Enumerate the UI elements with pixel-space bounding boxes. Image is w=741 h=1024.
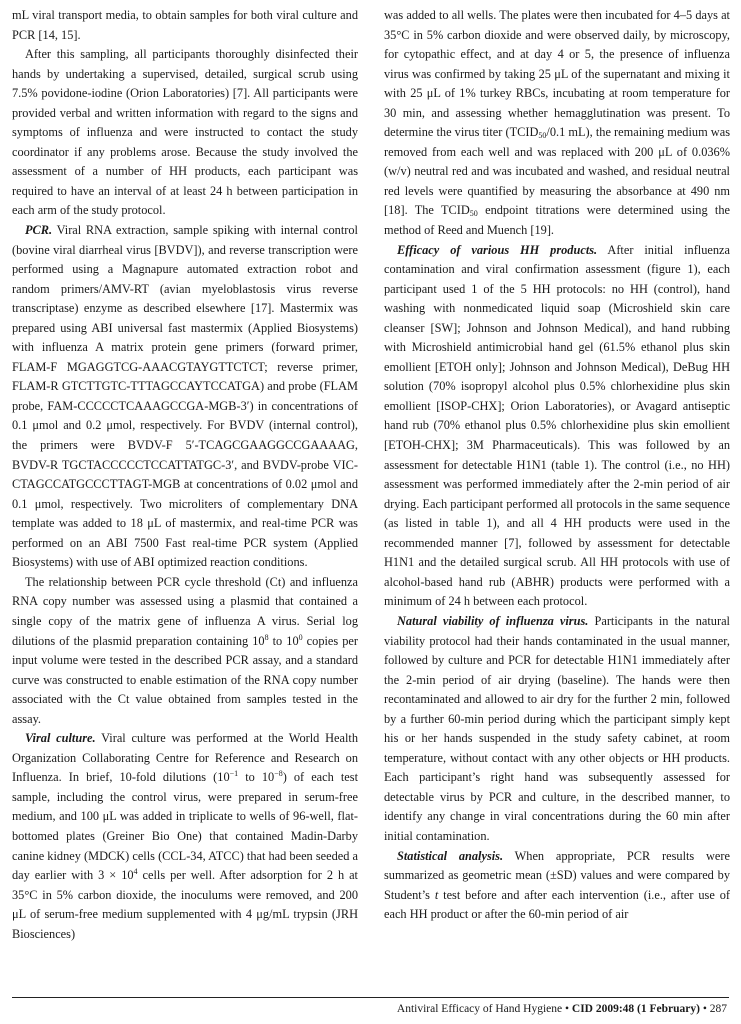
text-run: /0.1 mL), the remaining medium was removed from each well and was replaced with 200 μL of 0.036% (w/v) neutral red and was incubated and washed, and residual neutral red levels were quantified by measuring the absorbance at 490 nm [18]. The TCID <box>384 125 730 218</box>
footer-separator: • <box>564 1003 570 1015</box>
efficacy-section <box>384 241 730 612</box>
text-run: was added to all wells. The plates were then incubated for 4–5 days at 35°C in 5% carbon dioxide and were observed daily, by microscopy, for cytopathic effect, and at day 4 or 5, the presence of influenza virus was confirmed by taking 25 μL of the supernatant and mixing it with 25 μL of 1% turkey RBCs, incubating at room temperature for 30 min, and assessing whether hemagglutination was present. To determine the virus titer (TCID <box>384 8 730 140</box>
paragraph <box>384 6 730 241</box>
viral-culture-section <box>12 729 358 944</box>
page-number: 287 <box>709 1003 727 1015</box>
running-title: Antiviral Efficacy of Hand Hygiene <box>396 1003 563 1015</box>
section-heading-efficacy: Efficacy of various HH products. <box>397 242 598 257</box>
superscript: 8 <box>264 632 269 642</box>
text-run: endpoint titrations were determined using the method of Reed and Muench [19]. <box>384 203 730 238</box>
text-run: The relationship between PCR cycle threshold (Ct) and influenza RNA copy number was assessed using a plasmid that contained a single copy of the matrix gene of influenza A virus. Serial log dilutions of the plasmid preparation containing 10 <box>12 574 358 648</box>
section-heading-statistical-analysis: Statistical analysis. <box>397 848 504 863</box>
natural-viability-section <box>384 612 730 847</box>
efficacy-text: After initial influenza contamination and viral confirmation assessment (figure 1), each participant used 1 of the 5 HH protocols: no HH (control), hand washing with nonmedicated liquid soap (Microshield skin care cleanser [SW]; Johnson and Johnson Medical), and hand rubbing with Microshield antimicrobial hand gel (61.5% ethanol plus skin emollient [ETOH only]; Johnson and Johnson Medical), DeBug HH solution (70% isopropyl alcohol plus 0.5% chlorhexidine plus skin emollient [ISOP-CHX]; Orion Laboratories), or Avagard antiseptic hand rub (70% ethanol plus 0.5% chlorhexidine plus skin emollient [ETOH-CHX]; 3M Pharmaceuticals). This was followed by an assessment for detectable H1N1 (table 1). The control (i.e., no HH) assessment was performed immediately after the 2-min period of air drying. Each participant performed all protocols in the same sequence (as listed in table 1), and all 4 HH products were used in the recommended manner [7], followed by assessment for detectable H1N1 and the detailed surgical scrub. All HH protocols with use of alcohol-based hand rub (ABHR) products were performed with a minimum of 24 h between each protocol. <box>384 242 731 609</box>
statistical-analysis-section <box>384 847 730 925</box>
section-heading-natural-viability: Natural viability of influenza virus. <box>397 613 589 628</box>
text-run: When appropriate, PCR results were summarized as geometric mean (±SD) values and were compared by Student’s <box>384 848 730 902</box>
footer-separator: • <box>702 1003 707 1015</box>
left-column <box>12 6 358 944</box>
superscript: −8 <box>274 769 283 779</box>
footer-rule <box>12 997 729 998</box>
italic-t: t <box>434 887 439 902</box>
paragraph: mL viral transport media, to obtain samples for both viral culture and PCR [14, 15]. <box>12 8 358 42</box>
pcr-section <box>12 221 358 573</box>
pcr-text: Viral RNA extraction, sample spiking with internal control (bovine viral diarrheal virus [BVDV]), and reverse transcription were performed using a Magnapure automated extraction robot and random primers/AMV-RT (avian myeloblastosis virus reverse transcriptase) enzyme as described elsewhere [17]. Mastermix was prepared using ABI universal fast mastermix (Applied Biosystems) with influenza A matrix protein gene primers (forward primer, FLAM-F MGAGGTCG-AAACGTAYGTTCTCT; reverse primer, FLAM-R GTCTTGTC-TTTAGCCAYTCCATGA) and probe (FLAM probe, FAM-CCCCCTCAAAGCCGA-MGB-3′) in concentrations of 0.1 μmol and 0.2 μmol, respectively. For BVDV (internal control), the primers were BVDV-F 5′-TCAGCGAAGGCCGAAAAG, BVDV-R TGCTACCCCCTCCATTATGC-3′, and BVDV-probe VIC-CTAGCCATGCCCTTAGT-MGB at concentrations of 0.02 μmol and 0.1 μmol, respectively. Two microliters of complementary DNA template was added to 18 μL of mastermix, and real-time PCR was performed on an ABI 7500 Fast real-time PCR system (Applied Biosystems) with use of ABI optimized reaction conditions. <box>12 223 358 570</box>
text-run: test before and after each intervention (i.e., after use of each HH product or after the 60-min period of air <box>384 887 730 922</box>
natural-viability-text: Participants in the natural viability protocol had their hands contaminated in the usual manner, followed by culture and PCR for detectable H1N1 immediately after the 2-min period of air drying (baseline). The hands were then recontaminated and allowed to air dry for the further 2 min, followed by a further 60-min period during which the participant simply kept his or her hands suspended in the study safety cabinet, at room temperature, without contact with any other objects or HH products. Each participant’s right hand was subsequently assessed for detectable virus by PCR and culture, in the described manner, to identify any change in viral concentrations during the 60 min after initial contamination. <box>384 613 730 843</box>
section-heading-viral-culture: Viral culture. <box>25 731 96 746</box>
text-run: cells per well. After adsorption for 2 h at 35°C in 5% carbon dioxide, the inoculums were removed, and 200 μL of serum-free medium supplemented with 4 μg/mL trypsin (JRH Biosciences) <box>12 868 358 941</box>
ct-paragraph <box>12 573 358 729</box>
text-run: ) of each test sample, including the control virus, were prepared in serum-free medium, and 100 μL was added in triplicate to wells of 96-well, flat-bottomed plates (Greiner Bio One) that contained Madin-Darby canine kidney (MDCK) cells (CCL-34, ATCC) that had been seeded a day earlier with 3 × 10 <box>12 770 358 883</box>
page-footer <box>397 1003 727 1015</box>
journal-citation: CID 2009:48 (1 February) <box>571 1003 700 1015</box>
subscript: 50 <box>469 209 478 219</box>
text-run: to 10 <box>268 633 299 648</box>
text-run: to 10 <box>238 770 275 785</box>
superscript: −1 <box>229 769 239 779</box>
subscript: 50 <box>538 131 547 141</box>
right-column <box>384 6 730 925</box>
text-run: Viral culture was performed at the World Health Organization Collaborating Centre for Reference and Research on Influenza. In brief, 10-fold dilutions (10 <box>12 731 359 785</box>
superscript: 0 <box>298 632 303 642</box>
text-run: copies per input volume were tested in the described PCR assay, and a standard curve was constructed to enable estimation of the RNA copy number associated with the Ct value obtained from samples tested in the assay. <box>12 633 359 726</box>
paragraph: After this sampling, all participants thoroughly disinfected their hands by undertaking a supervised, detailed, surgical scrub using 7.5% povidone-iodine (Orion Laboratories) [7]. All participants were provided verbal and written information with regard to the signs and symptoms of influenza and were instructed to contact the study coordinator if any problems arose. Because the study involved the assessment of a number of HH products, each participant was required to have an interval of at least 24 h between participation in each arm of the study protocol. <box>12 47 358 218</box>
section-heading-pcr: PCR. <box>25 223 53 238</box>
superscript: 4 <box>133 867 138 877</box>
